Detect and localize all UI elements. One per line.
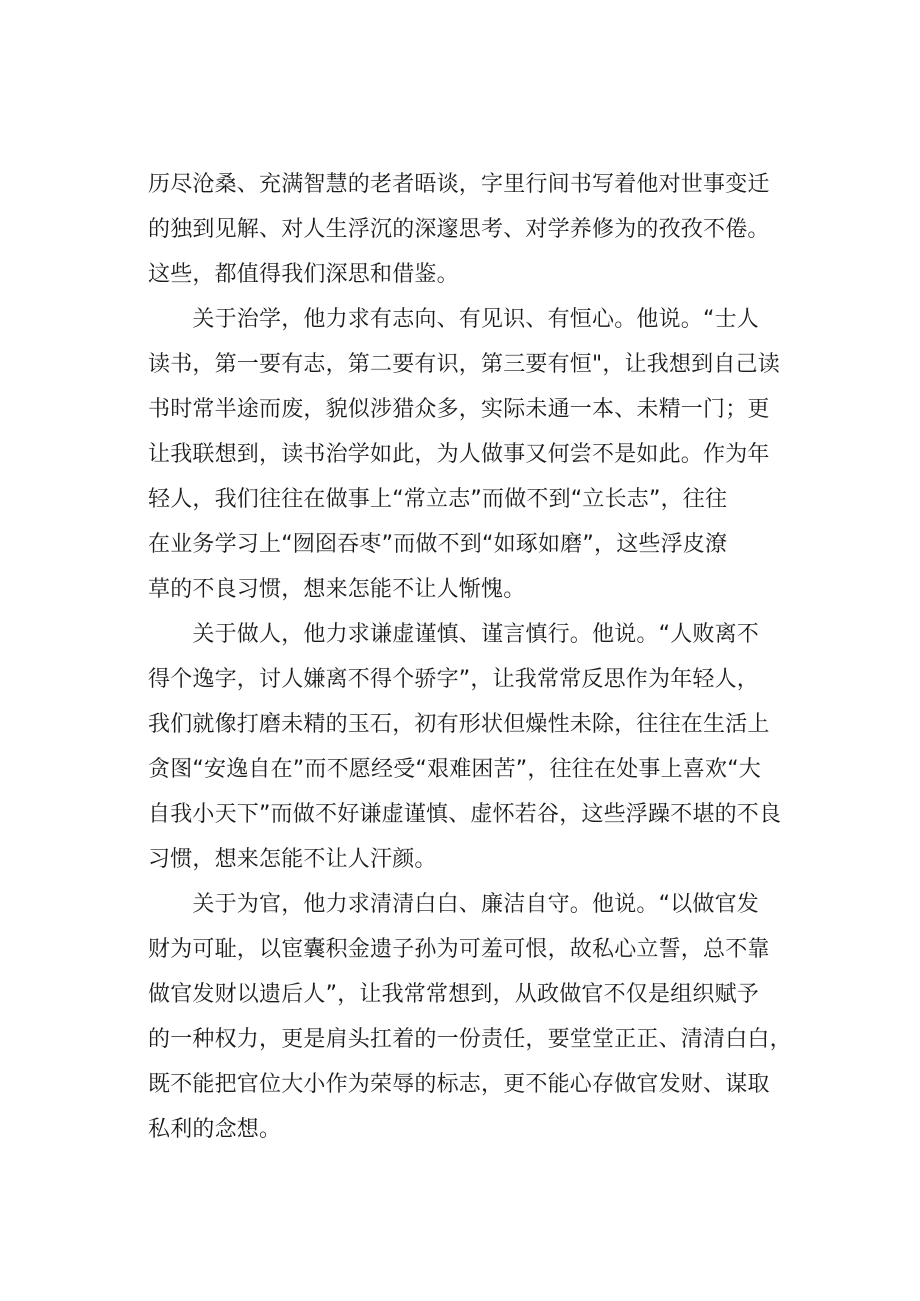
text-line: 得个逸字，讨人嫌离不得个骄字”，让我常常反思作为年轻人， (148, 667, 759, 692)
text-line: 财为可耻，以宦囊积金遗子孙为可羞可恨，故私心立誓，总不靠 (148, 937, 770, 962)
text-line: 关于做人，他力求谦虚谨慎、谨言慎行。他说。“人败离不 (148, 622, 759, 647)
text-line: 做官发财以遗后人”，让我常常想到，从政做官不仅是组织赋予 (148, 982, 759, 1007)
text-line: 历尽沧桑、充满智慧的老者晤谈，字里行间书写着他对世事变迁 (148, 172, 770, 197)
text-line: 轻人，我们往往在做事上“常立志”而做不到“立长志”，往往 (148, 487, 728, 512)
text-line: 让我联想到，读书治学如此，为人做事又何尝不是如此。作为年 (148, 442, 770, 467)
text-line: 关于治学，他力求有志向、有见识、有恒心。他说。“士人 (148, 307, 759, 332)
text-line: 贪图“安逸自在”而不愿经受“艰难困苦”，往往在处事上喜欢“大 (148, 757, 761, 782)
text-line: 在业务学习上“囫囵吞枣”而做不到“如琢如磨”，这些浮皮潦 (148, 532, 728, 557)
text-line: 私利的念想。 (148, 1117, 282, 1142)
text-line: 习惯，想来怎能不让人汗颜。 (148, 847, 437, 872)
text-line: 我们就像打磨未精的玉石，初有形状但燥性未除，往往在生活上 (148, 712, 770, 737)
text-line: 关于为官，他力求清清白白、廉洁自守。他说。“以做官发 (148, 892, 759, 917)
text-line: 的一种权力，更是肩头扛着的一份责任，要堂堂正正、清清白白， (148, 1027, 792, 1052)
document-body (148, 162, 808, 1152)
text-line: 草的不良习惯，想来怎能不让人惭愧。 (148, 577, 526, 602)
text-line: 既不能把官位大小作为荣辱的标志，更不能心存做官发财、谋取 (148, 1072, 770, 1097)
text-line: 读书，第一要有志，第二要有识，第三要有恒"，让我想到自己读 (148, 352, 780, 377)
text-line: 的独到见解、对人生浮沉的深邃思考、对学养修为的孜孜不倦。 (148, 217, 770, 242)
text-line: 自我小天下”而做不好谦虚谨慎、虚怀若谷，这些浮躁不堪的不良 (148, 802, 782, 827)
text-line: 这些，都值得我们深思和借鉴。 (148, 262, 459, 287)
text-line: 书时常半途而废，貌似涉猎众多，实际未通一本、未精一门；更 (148, 397, 770, 422)
